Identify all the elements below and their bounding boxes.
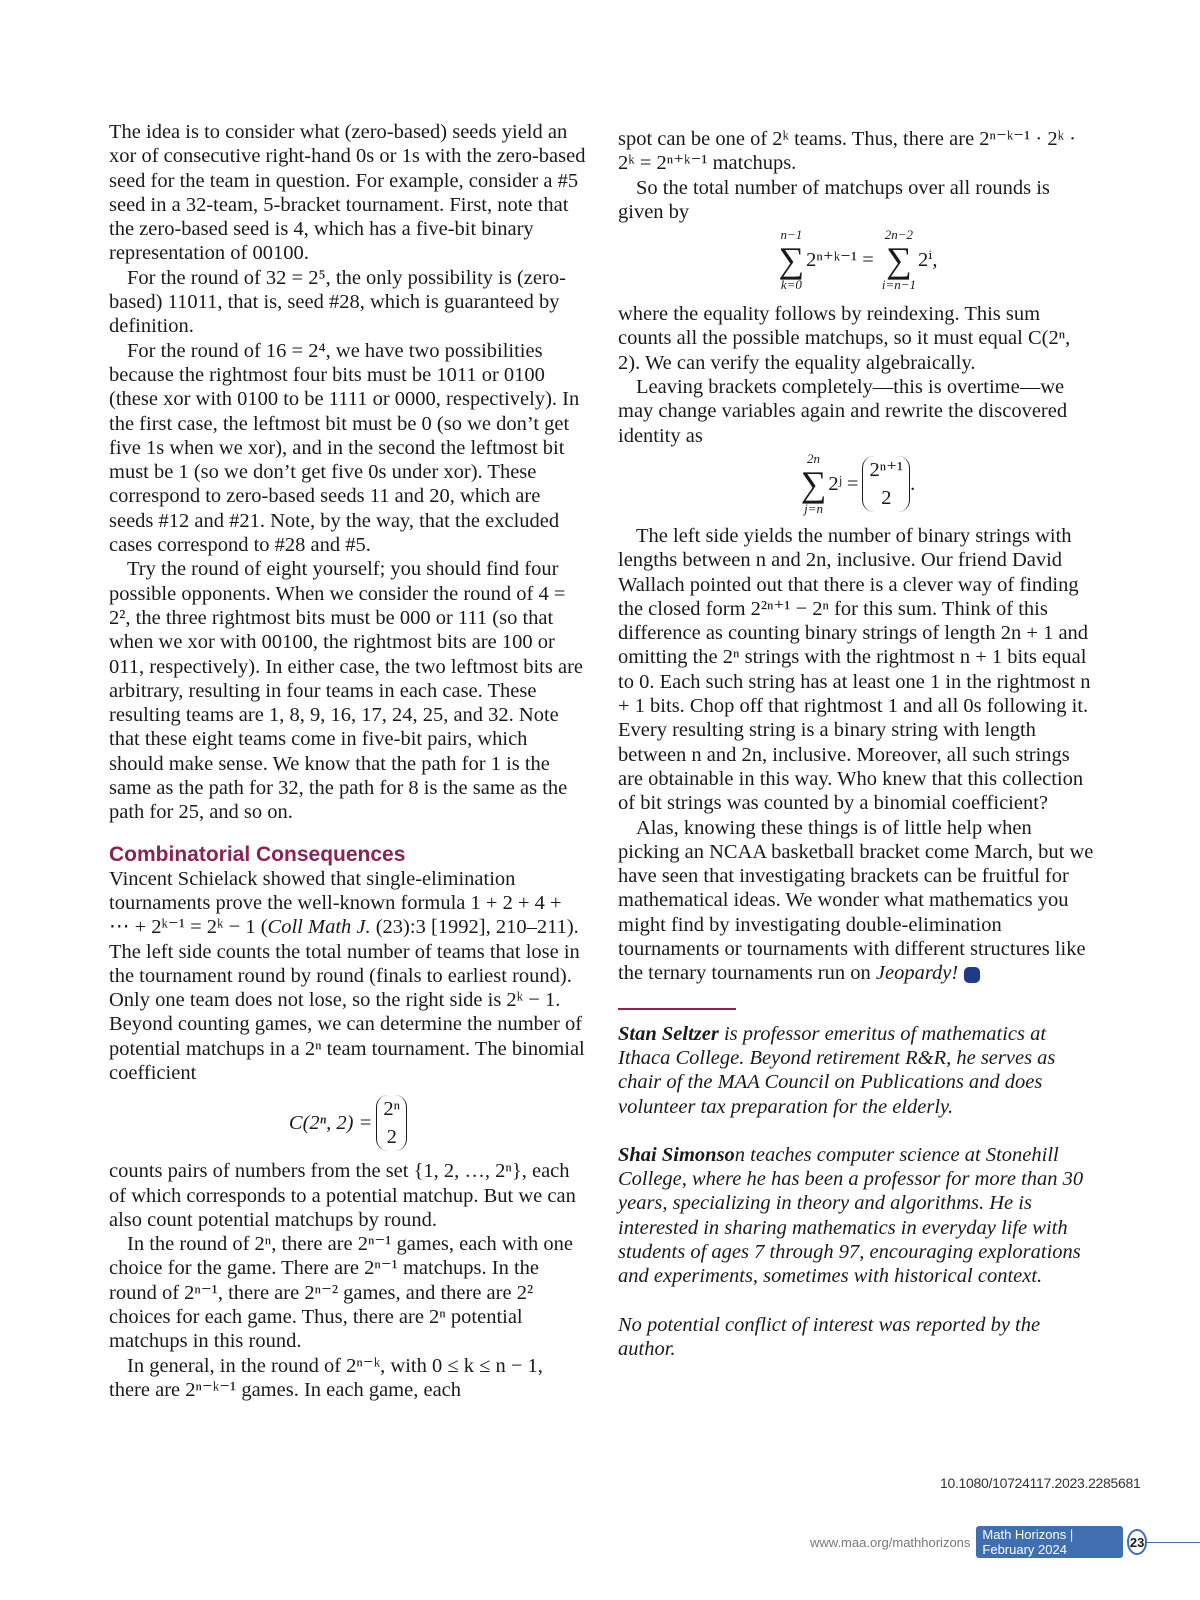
- paragraph: In general, in the round of 2ⁿ⁻ᵏ, with 0 ≤ k ≤ n − 1, there are 2ⁿ⁻ᵏ⁻¹ games. In each game, each: [109, 1354, 543, 1401]
- paragraph: spot can be one of 2ᵏ teams. Thus, there are 2ⁿ⁻ᵏ⁻¹ · 2ᵏ · 2ᵏ = 2ⁿ⁺ᵏ⁻¹ matchups.: [618, 128, 1077, 175]
- paragraph: In the round of 2ⁿ, there are 2ⁿ⁻¹ games, each with one choice for the game. There are 2ⁿ⁻¹ matchups. In the round of 2ⁿ⁻¹, there are 2ⁿ⁻² games, and there are 2² choices for each game. Thus, there are 2ⁿ potential matchups in this round.: [109, 1233, 573, 1353]
- paragraph: So the total number of matchups over all rounds is given by: [618, 176, 1050, 223]
- equation-sum: n−1 ∑ k=0 2ⁿ⁺ᵏ⁻¹ = 2n−2 ∑ i=n−1 2ⁱ,: [778, 227, 938, 293]
- page-number: 23: [1127, 1529, 1148, 1555]
- paragraph: counts pairs of numbers from the set {1, 2, …, 2ⁿ}, each of which corresponds to a potential matchup. But we can also count potential matchups by round.: [109, 1160, 576, 1231]
- author-bio: Shai Simonson teaches computer science at Stonehill College, where he has been a professor for more than 30 years, specializing in theory and algorithms. He is interested in sharing mathematics in everyday life with students of ages 7 through 97, encouraging explorations and experiments, sometimes with historical context.: [618, 1143, 1084, 1288]
- author-bio: Stan Seltzer is professor emeritus of mathematics at Ithaca College. Beyond retirement R&R, he serves as chair of the MAA Council on Publications and does volunteer tax preparation for the elderly.: [618, 1022, 1056, 1118]
- end-of-article-icon: [964, 967, 980, 983]
- page-footer: [810, 1526, 1200, 1558]
- doi: 10.1080/10724117.2023.2285681: [940, 1475, 1141, 1491]
- right-column: [618, 127, 1096, 1385]
- paragraph: For the round of 32 = 2⁵, the only possibility is (zero-based) 11011, that is, seed #28, which is guaranteed by definition.: [109, 266, 566, 338]
- equation-binomial: C(2ⁿ, 2) = 2ⁿ 2: [109, 1095, 587, 1151]
- disclosure: No potential conflict of interest was reported by the author.: [618, 1313, 1041, 1360]
- author-bios: [618, 1022, 1096, 1362]
- paragraph: Beyond counting games, we can determine the number of potential matchups in a 2ⁿ team tournament. The binomial coefficient: [109, 1013, 585, 1084]
- left-column: [109, 120, 587, 1402]
- divider: [618, 1008, 736, 1010]
- paragraph: Try the round of eight yourself; you should find four possible opponents. When we consider the round of 4 = 2², the three rightmost bits must be 000 or 111 (so that when we xor with 00100, the rightmost bits are 100 or 011, respectively). In either case, the two leftmost bits are arbitrary, resulting in four teams in each case. These resulting teams are 1, 8, 9, 16, 17, 24, 25, and 32. Note that these eight teams come in five-bit pairs, which should make sense. We know that the path for 1 is the same as the path for 32, the path for 8 is the same as the path for 25, and so on.: [109, 558, 583, 824]
- paragraph: Alas, knowing these things is of little help when picking an NCAA basketball bracket come March, but we have seen that investigating brackets can be fruitful for mathematical ideas. We wonder what mathematics you might find by investigating double-elimination tournaments or tournaments with different structures like the ternary tournaments run on Jeopardy!: [618, 816, 1094, 985]
- section-heading: Combinatorial Consequences: [109, 842, 406, 866]
- website-link[interactable]: www.maa.org/mathhorizons: [810, 1534, 971, 1550]
- footer-rule: [1147, 1542, 1200, 1543]
- paragraph: Vincent Schielack showed that single-elimination tournaments prove the well-known formula 1 + 2 + 4 + ⋯ + 2ᵏ⁻¹ = 2ᵏ − 1 (Coll Math J. (23):3 [1992], 210–211). The left side counts the total number of teams that lose in the tournament round by round (finals to earliest round). Only one team does not lose, so the right side is 2ᵏ − 1.: [109, 867, 580, 1012]
- journal-badge: Math Horizons | February 2024: [976, 1526, 1122, 1558]
- paragraph: The left side yields the number of binary strings with lengths between n and 2n, inclusive. Our friend David Wallach pointed out that there is a clever way of finding the closed form 2²ⁿ⁺¹ − 2ⁿ for this sum. Think of this difference as counting binary strings of length 2n + 1 and omitting the 2ⁿ strings with the rightmost n + 1 bits equal to 0. Each such string has at least one 1 in the rightmost n + 1 bits. Chop off that rightmost 1 and all 0s following it. Every resulting string is a binary string with length between n and 2n, inclusive. Moreover, all such strings are obtainable in this way. Who knew that this collection of bit strings was counted by a binomial coefficient?: [618, 524, 1091, 815]
- paragraph: Leaving brackets completely—this is overtime—we may change variables again and rewrite the discovered identity as: [618, 376, 1068, 447]
- paragraph: For the round of 16 = 2⁴, we have two possibilities because the rightmost four bits must be 1011 or 0100 (these xor with 0100 to be 1111 or 0000, respectively). In the first case, the leftmost bit must be 0 (so we don’t get five 1s when we xor), and in the second the leftmost bit must be 1 (so we don’t get five 0s under xor). These correspond to zero-based seeds 11 and 20, which are seeds #12 and #21. Note, by the way, that the excluded cases correspond to #28 and #5.: [109, 339, 580, 557]
- paragraph: where the equality follows by reindexing. This sum counts all the possible matchups, so it must equal C(2ⁿ, 2). We can verify the equality algebraically.: [618, 303, 1071, 374]
- paragraph: The idea is to consider what (zero-based) seeds yield an xor of consecutive right-hand 0s or 1s with the zero-based seed for the team in question. For example, consider a #5 seed in a 32-team, 5-bracket tournament. First, note that the zero-based seed is 4, which has a five-bit binary representation of 00100.: [109, 121, 586, 265]
- equation-identity: 2n ∑ j=n 2ʲ = 2ⁿ⁺¹ 2 .: [800, 450, 916, 516]
